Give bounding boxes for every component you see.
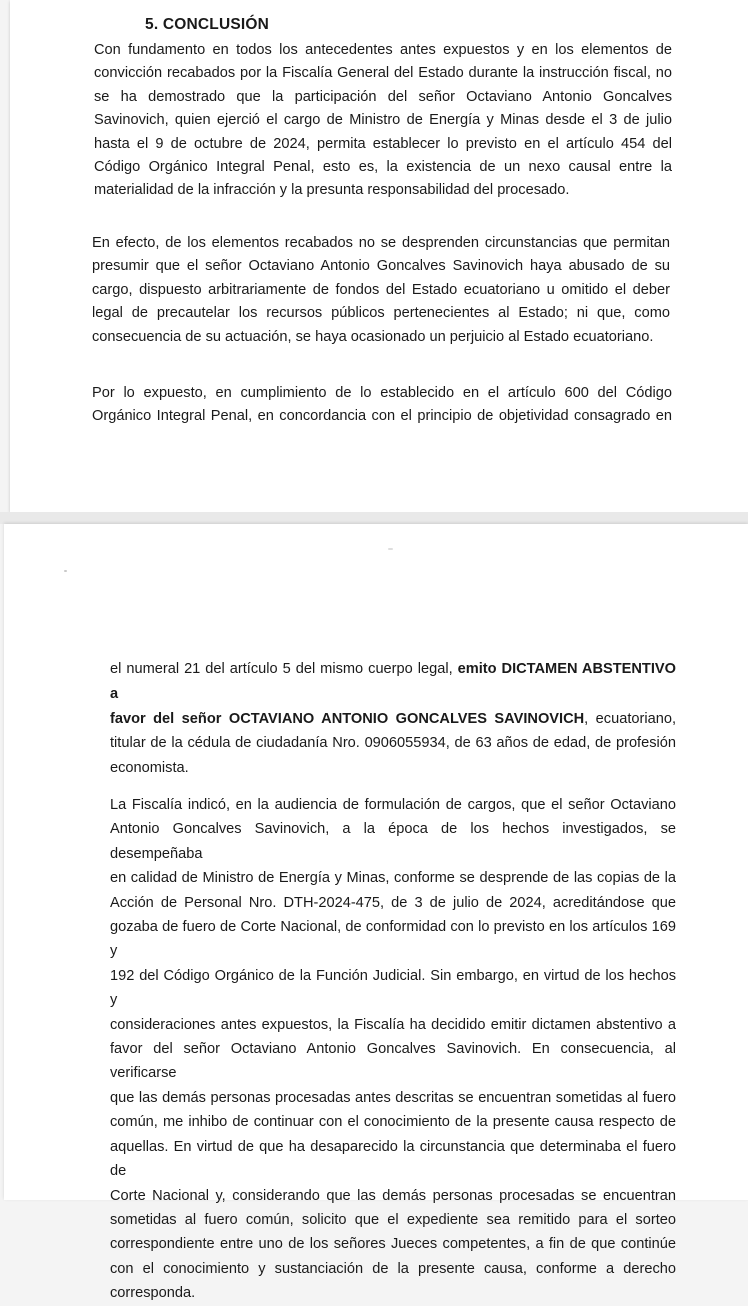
text-line: consideraciones antes expuestos, la Fiscalía ha decidido emitir dictamen abstentivo a	[110, 1016, 676, 1033]
text-line: Acción de Personal Nro. DTH-2024-475, de 3 de julio de 2024, acreditándose que	[110, 894, 676, 911]
text-line: favor del señor Octaviano Antonio Goncalves Savinovich. En consecuencia, al verificarse	[110, 1041, 676, 1082]
text-line: cargo, dispuesto arbitrariamente de fondos del Estado ecuatoriano u omitido el deber	[92, 281, 670, 298]
section-heading: 5. CONCLUSIÓN	[145, 16, 270, 33]
text-line: gozaba de fuero de Corte Nacional, de conformidad con lo previsto en los artículos 169 y	[110, 919, 676, 960]
text-line: En efecto, de los elementos recabados no se desprenden circunstancias que permitan	[92, 235, 670, 251]
text-line: economista.	[110, 760, 189, 777]
text-line: Con fundamento en todos los antecedentes antes expuestos y en los elementos de	[94, 42, 672, 58]
text-line: materialidad de la infracción y la presunta responsabilidad del procesado.	[94, 182, 570, 199]
conclusion-paragraph-1	[94, 39, 672, 203]
text-line: 192 del Código Orgánico de la Función Judicial. Sin embargo, en virtud de los hechos y	[110, 967, 676, 1009]
text-line: corresponda.	[110, 1285, 196, 1302]
bold-text-run: emito DICTAMEN ABSTENTIVO a	[110, 661, 676, 702]
scan-speck	[64, 570, 67, 572]
text-line: que las demás personas procesadas antes descritas se encuentran sometidas al fuero	[110, 1089, 676, 1106]
text-line: sometidas al fuero común, solicito que el expediente sea remitido para el sorteo	[110, 1211, 676, 1228]
text-line: correspondiente entre uno de los señores Jueces competentes, a fin de que continúe	[110, 1236, 676, 1253]
text-line	[110, 707, 676, 732]
text-line: titular de la cédula de ciudadanía Nro. 0906055934, de 63 años de edad, de profesión	[110, 735, 676, 752]
text-line: común, me inhibo de continuar con el conocimiento de la presente causa respecto de	[110, 1114, 676, 1131]
text-line: hasta el 9 de octubre de 2024, permita establecer lo previsto en el artículo 454 del	[94, 135, 672, 152]
text-line: legal de precautelar los recursos públicos pertenecientes al Estado; ni que, como	[92, 305, 670, 322]
dictamen-paragraph	[110, 657, 676, 781]
text-line: Por lo expuesto, en cumplimiento de lo establecido en el artículo 600 del Código	[92, 385, 672, 401]
text-line: consecuencia de su actuación, se haya ocasionado un perjuicio al Estado ecuatoriano.	[92, 328, 654, 345]
text-line: Orgánico Integral Penal, en concordancia con el principio de objetividad consagrado en	[92, 408, 672, 425]
scan-speck	[388, 548, 393, 550]
text-line: presumir que el señor Octaviano Antonio Goncalves Savinovich haya abusado de su	[92, 258, 670, 275]
text-line: Savinovich, quien ejerció el cargo de Ministro de Energía y Minas desde el 3 de julio	[94, 112, 672, 129]
page-gap	[0, 512, 748, 524]
conclusion-paragraph-2	[92, 232, 670, 349]
text-line: Corte Nacional y, considerando que las demás personas procesadas se encuentran	[110, 1187, 676, 1204]
text-line: convicción recabados por la Fiscalía General del Estado durante la instrucción fiscal, no	[94, 65, 672, 82]
text-line: aquellas. En virtud de que ha desaparecido la circunstancia que determinaba el fuero de	[110, 1138, 676, 1180]
conclusion-paragraph-3	[92, 382, 672, 429]
text-line: en calidad de Ministro de Energía y Minas, conforme se desprende de las copias de la	[110, 870, 676, 887]
text-line: Antonio Goncalves Savinovich, a la época de los hechos investigados, se desempeñaba	[110, 821, 676, 862]
text-line: se ha demostrado que la participación del señor Octaviano Antonio Goncalves	[94, 88, 672, 105]
text-run: el numeral 21 del artículo 5 del mismo cuerpo legal,	[110, 661, 458, 677]
text-run: , ecuatoriano,	[584, 710, 676, 727]
fiscalia-paragraph	[110, 793, 676, 1306]
text-line: Código Orgánico Integral Penal, esto es, la existencia de un nexo causal entre la	[94, 159, 672, 176]
text-line: La Fiscalía indicó, en la audiencia de formulación de cargos, que el señor Octaviano	[110, 797, 676, 813]
bold-text-run: favor del señor OCTAVIANO ANTONIO GONCALVES SAVINOVICH	[110, 710, 585, 727]
text-line: con el conocimiento y sustanciación de la presente causa, conforme a derecho	[110, 1260, 676, 1277]
text-line	[110, 657, 676, 707]
